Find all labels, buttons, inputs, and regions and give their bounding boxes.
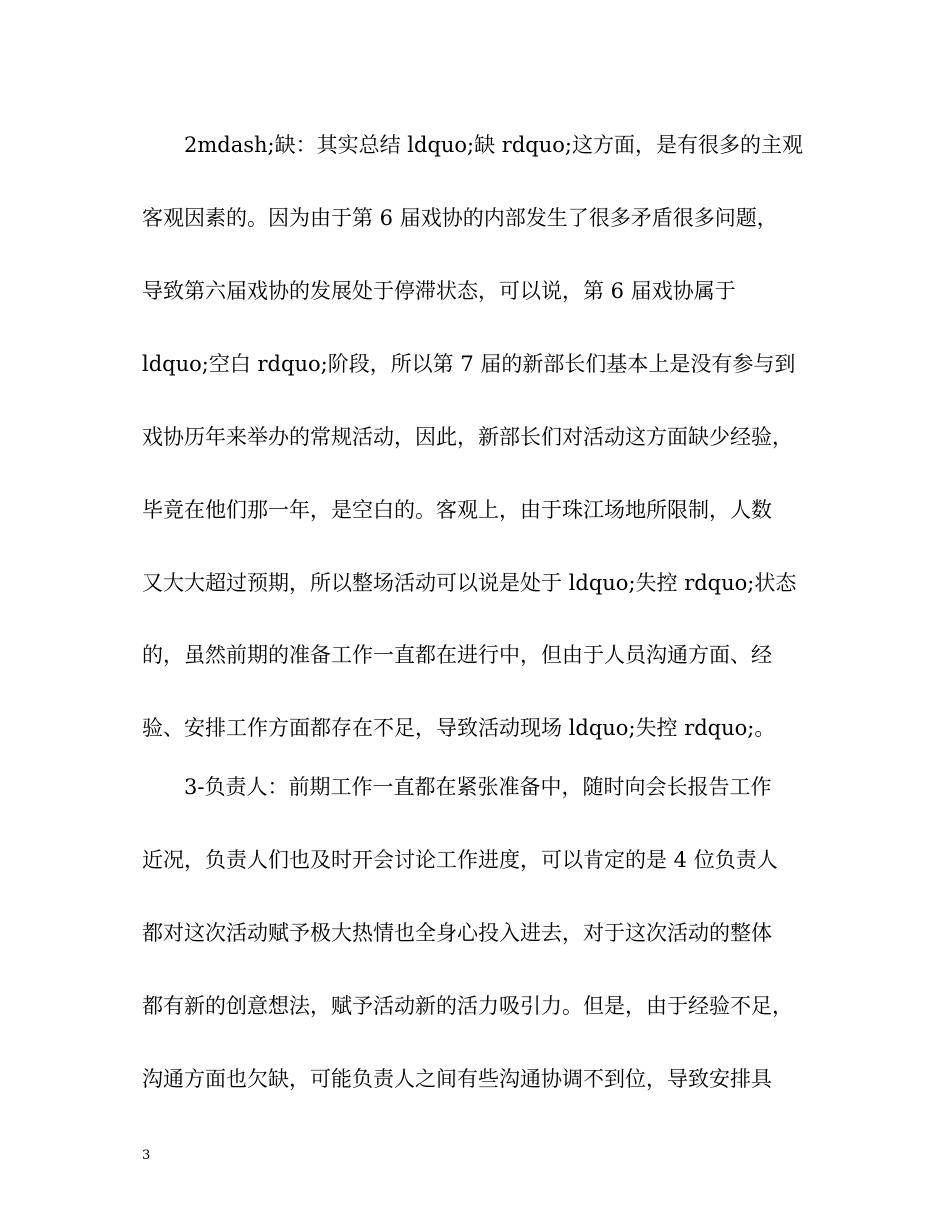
text-line: 沟通方面也欠缺，可能负责人之间有些沟通协调不到位，导致安排具 (142, 1067, 772, 1091)
text-line: 近况，负责人们也及时开会讨论工作进度，可以肯定的是 4 位负责人 (142, 848, 778, 872)
text-line: 导致第六届戏协的发展处于停滞状态，可以说，第 6 届戏协属于 (142, 279, 736, 303)
text-line: 的，虽然前期的准备工作一直都在进行中，但由于人员沟通方面、经 (142, 643, 772, 667)
text-line: 都对这次活动赋予极大热情也全身心投入进去，对于这次活动的整体 (142, 921, 772, 945)
text-line: ldquo;空白 rdquo;阶段，所以第 7 届的新部长们基本上是没有参与到 (142, 352, 796, 376)
page-number: 3 (142, 1148, 151, 1163)
text-line: 2mdash;缺：其实总结 ldquo;缺 rdquo;这方面，是有很多的主观 (184, 133, 803, 157)
text-line: 又大大超过预期，所以整场活动可以说是处于 ldquo;失控 rdquo;状态 (142, 571, 797, 595)
text-line: 客观因素的。因为由于第 6 届戏协的内部发生了很多矛盾很多问题， (142, 206, 778, 230)
text-line: 验、安排工作方面都存在不足，导致活动现场 ldquo;失控 rdquo;。 (142, 716, 776, 740)
text-line: 3-负责人：前期工作一直都在紧张准备中，随时向会长报告工作 (184, 775, 772, 799)
text-line: 戏协历年来举办的常规活动，因此，新部长们对活动这方面缺少经验， (142, 425, 793, 449)
text-line: 都有新的创意想法，赋予活动新的活力吸引力。但是，由于经验不足， (142, 994, 793, 1018)
text-line: 毕竟在他们那一年，是空白的。客观上，由于珠江场地所限制，人数 (142, 498, 772, 522)
